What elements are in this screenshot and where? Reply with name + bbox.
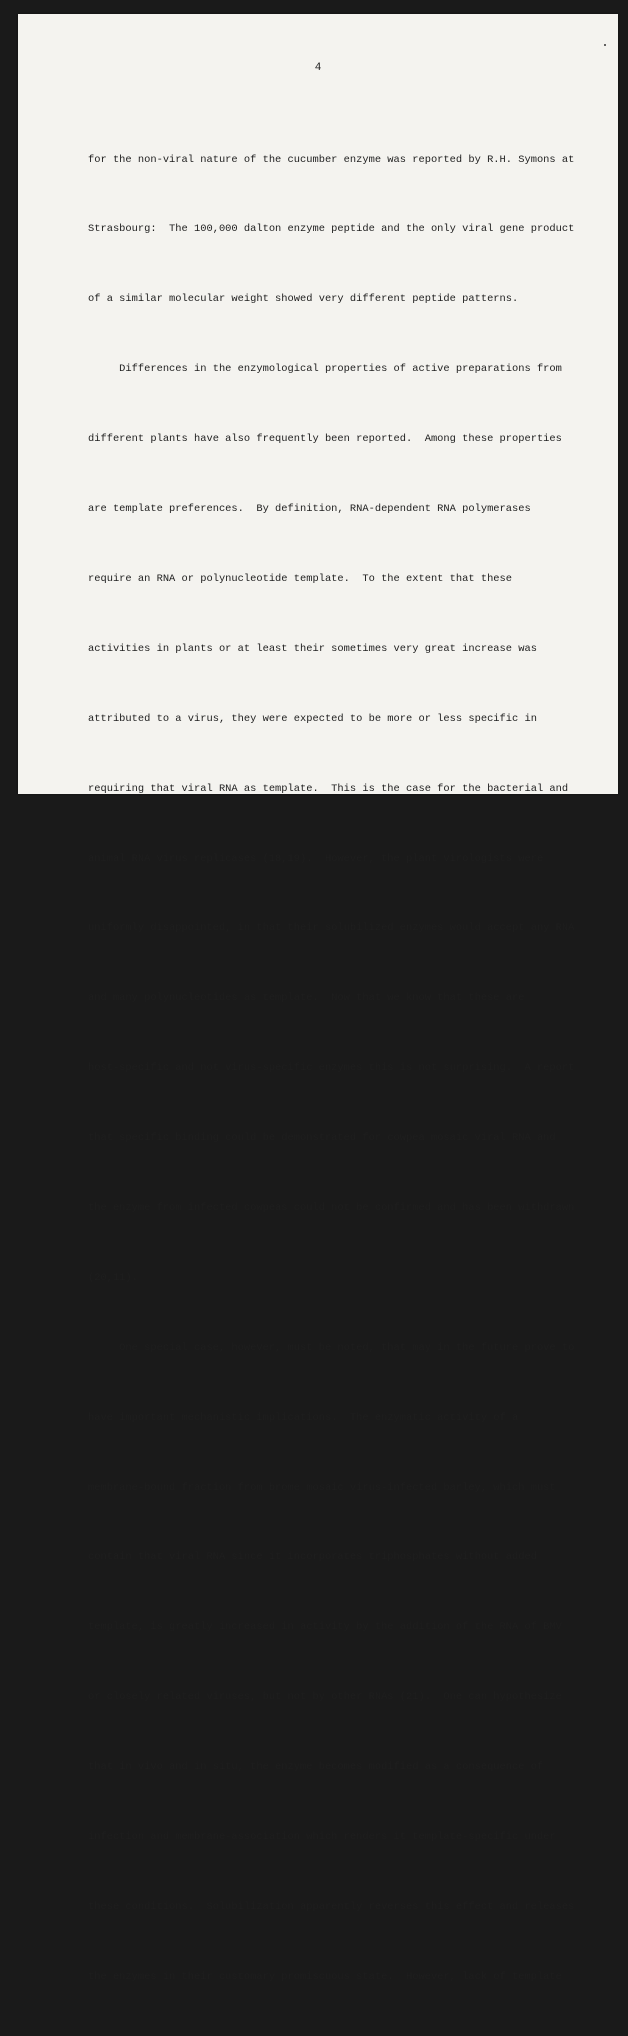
speck-mark <box>604 44 606 46</box>
text-line: and many polynucleotides as template. Now that we know that these are <box>88 992 525 1005</box>
text-line: of a similar molecular weight showed very different peptide patterns. <box>88 293 519 306</box>
document-page <box>18 14 618 1983</box>
text-line: uniformly disappointed, in that their solubilized enzymes would accept any RNA <box>88 922 575 935</box>
text-line: host-specific and not virus-specific enzymes this is not surprising. A report <box>88 1062 575 1075</box>
text-line: contain that viral RNA since it incorporates triphosphates without added <box>88 1551 537 1564</box>
text-line: attributed to a virus, they were expected to be more or less specific in <box>88 712 537 725</box>
text-line: template, is greatly increased in activity by the addition of the RNA of BMV <box>88 1621 562 1634</box>
text-line: animal RNA virus replicases (18,19). However, the plant virologists were <box>88 852 544 865</box>
text-line: are template preferences. By definition, RNA-dependent RNA polymerases <box>88 503 531 516</box>
text-line: that in vivo and in situ, the enzyme becomes modified as a consequence of <box>88 1761 544 1774</box>
text-line: Differences in the enzymological properties of active preparations from <box>88 363 562 376</box>
body-text <box>88 102 628 2036</box>
text-line: the enzymes in their customary promiscuous state. However, lack of template <box>88 1970 562 1983</box>
text-line: require an RNA or polynucleotide template. To the extent that these <box>88 572 513 585</box>
text-line: different plants have also frequently been reported. Among these properties <box>88 433 562 446</box>
text-line: these conditions. Solubilization apparently reverses this effect and releases <box>88 1900 575 1913</box>
text-line: requiring that viral RNA as template. This is the case for the bacterial and <box>88 782 569 795</box>
text-line: activities in plants or at least their sometimes very great increase was <box>88 642 537 655</box>
text-line: membrane-bound fraction from brome mosaic virus-infected barley, which must <box>88 1481 556 1494</box>
text-line: for the non-viral nature of the cucumber enzyme was reported by R.H. Symons at <box>88 153 575 166</box>
page-number: 4 <box>314 62 322 74</box>
text-line: (20,11). <box>88 1271 138 1284</box>
text-line: One special case, however, must be noted, that may in the future prove to <box>88 1341 575 1354</box>
text-line: have important mechanistic implications. The enzymatic activity of a <box>88 1411 519 1424</box>
text-line: the enzyme from infected cowpeas could not be confirmed and has been withdrawn <box>88 1201 575 1214</box>
text-line: or closely related viruses, but not by other RNAs (21). One can hypothesize <box>88 1691 562 1704</box>
text-line: that specific binding could be demonstrated for cowpea mosaic viral RNA and <box>88 1132 556 1145</box>
text-line: infection and membrane-association which renders it template-specific under <box>88 1830 556 1843</box>
text-line: Strasbourg: The 100,000 dalton enzyme peptide and the only viral gene product <box>88 223 575 236</box>
